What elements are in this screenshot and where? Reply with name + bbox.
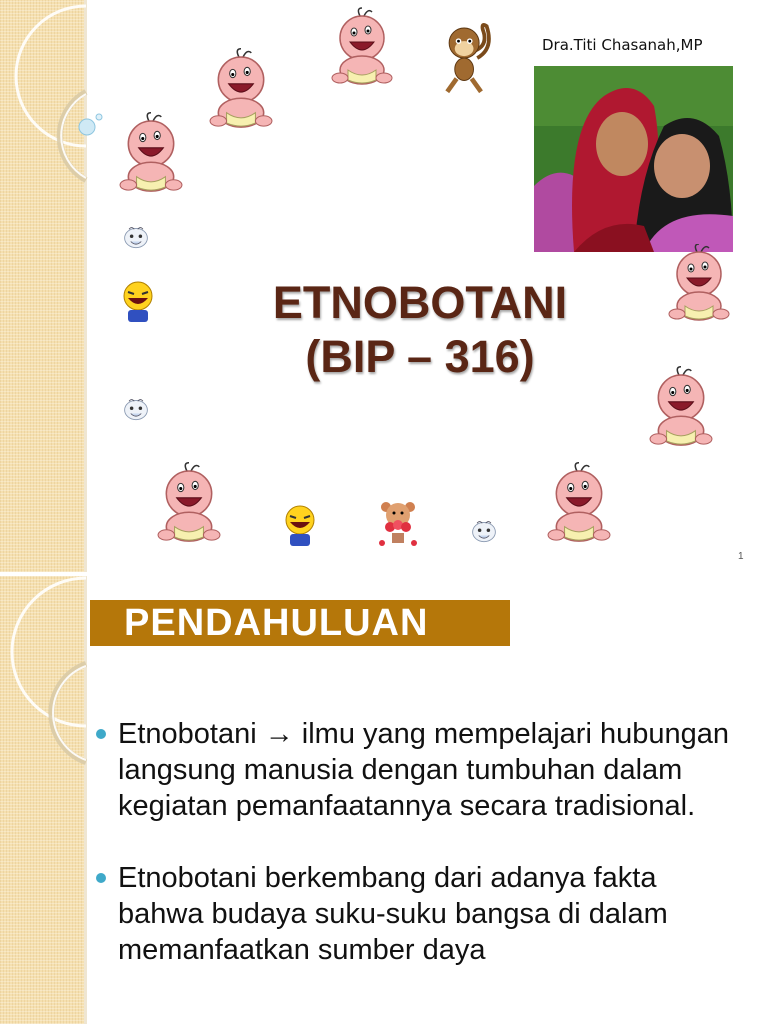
bullet-item (96, 860, 736, 968)
baby-cartoon-icon (648, 366, 714, 450)
title-line-2: (BIP – 316) (305, 331, 535, 382)
ghost-face-icon (468, 518, 500, 546)
baby-cartoon-icon (546, 462, 612, 546)
bear-with-flowers-icon (374, 498, 422, 548)
baby-cartoon-icon (666, 244, 732, 324)
slide-title (200, 276, 640, 384)
ghost-face-icon (120, 396, 152, 424)
bullet-dot-icon (96, 729, 106, 739)
monkey-icon (436, 16, 496, 100)
section-heading-bar (90, 600, 510, 646)
two-women-photo (534, 66, 733, 252)
section-heading: PENDAHULUAN (124, 602, 429, 644)
slide-number: 1 (738, 551, 744, 562)
bullet-list (96, 716, 736, 1004)
bullet-item (96, 716, 736, 824)
bullet-text: Etnobotani → ilmu yang mempelajari hubungan langsung manusia dengan tumbuhan dalam kegiatan pemanfaatannya secara tradisional. (118, 718, 729, 822)
laughing-smiley-icon (280, 502, 320, 550)
bullet-text: Etnobotani berkembang dari adanya fakta bahwa budaya suku-suku bangsa di dalam memanfaatkan sumber daya (118, 862, 668, 966)
ghost-face-icon (120, 224, 152, 252)
author-name: Dra.Titi Chasanah,MP (542, 36, 703, 54)
baby-cartoon-icon (118, 112, 184, 196)
baby-cartoon-icon (208, 48, 274, 132)
title-line-1: ETNOBOTANI (272, 277, 568, 328)
baby-cartoon-icon (330, 6, 394, 90)
content-slide (0, 576, 768, 1024)
laughing-smiley-icon (118, 278, 158, 326)
bullet-dot-icon (96, 873, 106, 883)
baby-cartoon-icon (156, 462, 222, 546)
